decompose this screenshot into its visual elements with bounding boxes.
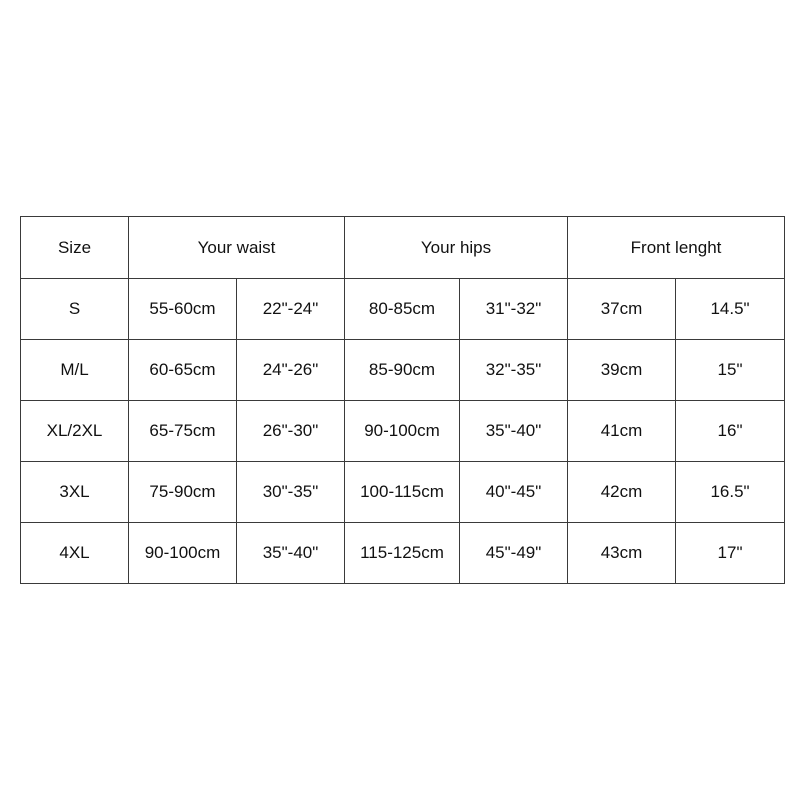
cell-size: 3XL — [21, 462, 129, 523]
cell-size: S — [21, 279, 129, 340]
cell-front-in: 16" — [676, 401, 785, 462]
cell-hips-in: 32"-35" — [460, 340, 568, 401]
cell-waist-in: 30"-35" — [237, 462, 345, 523]
header-size: Size — [21, 217, 129, 279]
cell-waist-cm: 60-65cm — [129, 340, 237, 401]
cell-hips-cm: 115-125cm — [345, 523, 460, 584]
cell-front-cm: 39cm — [568, 340, 676, 401]
cell-front-in: 17" — [676, 523, 785, 584]
cell-hips-cm: 85-90cm — [345, 340, 460, 401]
cell-hips-in: 35"-40" — [460, 401, 568, 462]
cell-hips-cm: 80-85cm — [345, 279, 460, 340]
cell-front-in: 15" — [676, 340, 785, 401]
cell-front-in: 16.5" — [676, 462, 785, 523]
cell-hips-cm: 90-100cm — [345, 401, 460, 462]
cell-waist-cm: 90-100cm — [129, 523, 237, 584]
table-row — [21, 401, 785, 462]
cell-hips-in: 31"-32" — [460, 279, 568, 340]
cell-waist-cm: 65-75cm — [129, 401, 237, 462]
header-hips: Your hips — [345, 217, 568, 279]
table-row — [21, 340, 785, 401]
cell-hips-in: 45"-49" — [460, 523, 568, 584]
cell-hips-in: 40"-45" — [460, 462, 568, 523]
cell-waist-in: 35"-40" — [237, 523, 345, 584]
cell-front-cm: 43cm — [568, 523, 676, 584]
header-row — [21, 217, 785, 279]
table-row — [21, 523, 785, 584]
size-chart-table — [20, 216, 785, 584]
cell-front-in: 14.5" — [676, 279, 785, 340]
cell-waist-in: 24"-26" — [237, 340, 345, 401]
cell-front-cm: 41cm — [568, 401, 676, 462]
table-row — [21, 279, 785, 340]
cell-size: M/L — [21, 340, 129, 401]
cell-hips-cm: 100-115cm — [345, 462, 460, 523]
cell-waist-in: 22"-24" — [237, 279, 345, 340]
cell-front-cm: 37cm — [568, 279, 676, 340]
header-front-length: Front lenght — [568, 217, 785, 279]
cell-waist-cm: 55-60cm — [129, 279, 237, 340]
cell-size: XL/2XL — [21, 401, 129, 462]
cell-front-cm: 42cm — [568, 462, 676, 523]
cell-waist-cm: 75-90cm — [129, 462, 237, 523]
cell-size: 4XL — [21, 523, 129, 584]
table-row — [21, 462, 785, 523]
cell-waist-in: 26"-30" — [237, 401, 345, 462]
header-waist: Your waist — [129, 217, 345, 279]
